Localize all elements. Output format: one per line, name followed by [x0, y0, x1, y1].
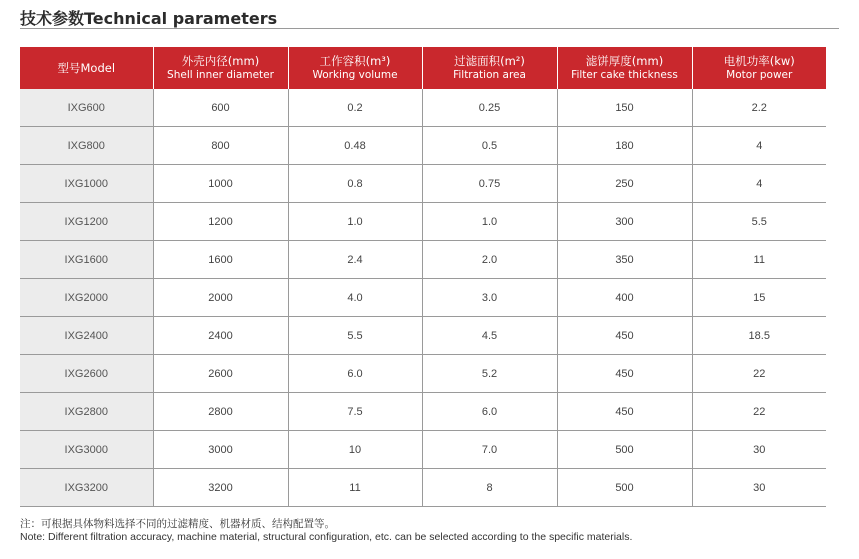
column-header [692, 47, 826, 89]
table-cell: 11 [288, 469, 422, 507]
table-cell: 350 [557, 241, 692, 279]
table-row [20, 89, 826, 127]
table-cell: 300 [557, 203, 692, 241]
table-cell: 2000 [153, 279, 288, 317]
column-header-label: 滤饼厚度(mm) [585, 54, 664, 68]
table-body [20, 89, 826, 507]
column-header-label: 工作容积(m³) [319, 54, 391, 68]
column-header [288, 47, 422, 89]
table-cell: 30 [692, 431, 826, 469]
table-cell: 0.75 [422, 165, 557, 203]
column-header-label: 外壳内径(mm) [181, 54, 260, 68]
column-header-sublabel: Shell inner diameter [167, 69, 274, 81]
model-cell: IXG2400 [20, 317, 153, 355]
table-row [20, 241, 826, 279]
model-cell: IXG1000 [20, 165, 153, 203]
column-header-sublabel: Motor power [726, 69, 793, 81]
table-cell: 4.5 [422, 317, 557, 355]
table-cell: 4 [692, 165, 826, 203]
table-row [20, 203, 826, 241]
table-cell: 0.2 [288, 89, 422, 127]
table-cell: 2.0 [422, 241, 557, 279]
column-header [557, 47, 692, 89]
table-cell: 450 [557, 317, 692, 355]
table-cell: 1600 [153, 241, 288, 279]
table-cell: 11 [692, 241, 826, 279]
note-english: Note: Different filtration accuracy, machine material, structural configuration, etc. can be selected according to the specific materials. [20, 531, 633, 543]
table-cell: 3200 [153, 469, 288, 507]
table-cell: 500 [557, 431, 692, 469]
column-header-sublabel: Filtration area [453, 69, 526, 81]
table-cell: 500 [557, 469, 692, 507]
table-cell: 3.0 [422, 279, 557, 317]
table-cell: 10 [288, 431, 422, 469]
column-header [153, 47, 288, 89]
table-cell: 2400 [153, 317, 288, 355]
model-cell: IXG1600 [20, 241, 153, 279]
model-cell: IXG800 [20, 127, 153, 165]
technical-parameters-table [20, 47, 826, 507]
table-row [20, 279, 826, 317]
table-row [20, 431, 826, 469]
table-cell: 2600 [153, 355, 288, 393]
table-cell: 2800 [153, 393, 288, 431]
table-cell: 1.0 [422, 203, 557, 241]
title-divider [20, 28, 839, 29]
column-header-label: 过滤面积(m²) [454, 54, 525, 68]
table-row [20, 317, 826, 355]
table-header-row [20, 47, 826, 89]
table-cell: 7.0 [422, 431, 557, 469]
table-cell: 5.5 [692, 203, 826, 241]
table-cell: 6.0 [422, 393, 557, 431]
model-cell: IXG600 [20, 89, 153, 127]
column-header [20, 47, 153, 89]
table-cell: 450 [557, 393, 692, 431]
table-cell: 2.4 [288, 241, 422, 279]
column-header-label: 型号Model [57, 61, 116, 75]
table-cell: 15 [692, 279, 826, 317]
model-cell: IXG2800 [20, 393, 153, 431]
table-cell: 18.5 [692, 317, 826, 355]
table-row [20, 165, 826, 203]
column-header-label: 电机功率(kw) [723, 54, 795, 68]
table-cell: 22 [692, 393, 826, 431]
table-cell: 6.0 [288, 355, 422, 393]
note-chinese: 注：可根据具体物料选择不同的过滤精度、机器材质、结构配置等。 [20, 518, 335, 530]
table-cell: 800 [153, 127, 288, 165]
table-cell: 0.5 [422, 127, 557, 165]
column-header-sublabel: Filter cake thickness [571, 69, 678, 81]
table-cell: 1200 [153, 203, 288, 241]
table-cell: 250 [557, 165, 692, 203]
model-cell: IXG2600 [20, 355, 153, 393]
table-cell: 450 [557, 355, 692, 393]
table-cell: 1000 [153, 165, 288, 203]
table-cell: 3000 [153, 431, 288, 469]
table-cell: 8 [422, 469, 557, 507]
table-cell: 1.0 [288, 203, 422, 241]
table-row [20, 469, 826, 507]
model-cell: IXG2000 [20, 279, 153, 317]
table-cell: 4.0 [288, 279, 422, 317]
model-cell: IXG3200 [20, 469, 153, 507]
table-cell: 150 [557, 89, 692, 127]
table-cell: 600 [153, 89, 288, 127]
table-cell: 7.5 [288, 393, 422, 431]
page-title: 技术参数Technical parameters [20, 9, 278, 28]
table-cell: 0.48 [288, 127, 422, 165]
table-cell: 180 [557, 127, 692, 165]
model-cell: IXG1200 [20, 203, 153, 241]
table-cell: 30 [692, 469, 826, 507]
table-cell: 400 [557, 279, 692, 317]
table-cell: 5.5 [288, 317, 422, 355]
table-cell: 4 [692, 127, 826, 165]
table-cell: 0.25 [422, 89, 557, 127]
table-cell: 22 [692, 355, 826, 393]
table-cell: 5.2 [422, 355, 557, 393]
table-row [20, 393, 826, 431]
table-row [20, 127, 826, 165]
column-header-sublabel: Working volume [312, 69, 398, 81]
table-cell: 0.8 [288, 165, 422, 203]
table-cell: 2.2 [692, 89, 826, 127]
table-row [20, 355, 826, 393]
column-header [422, 47, 557, 89]
model-cell: IXG3000 [20, 431, 153, 469]
